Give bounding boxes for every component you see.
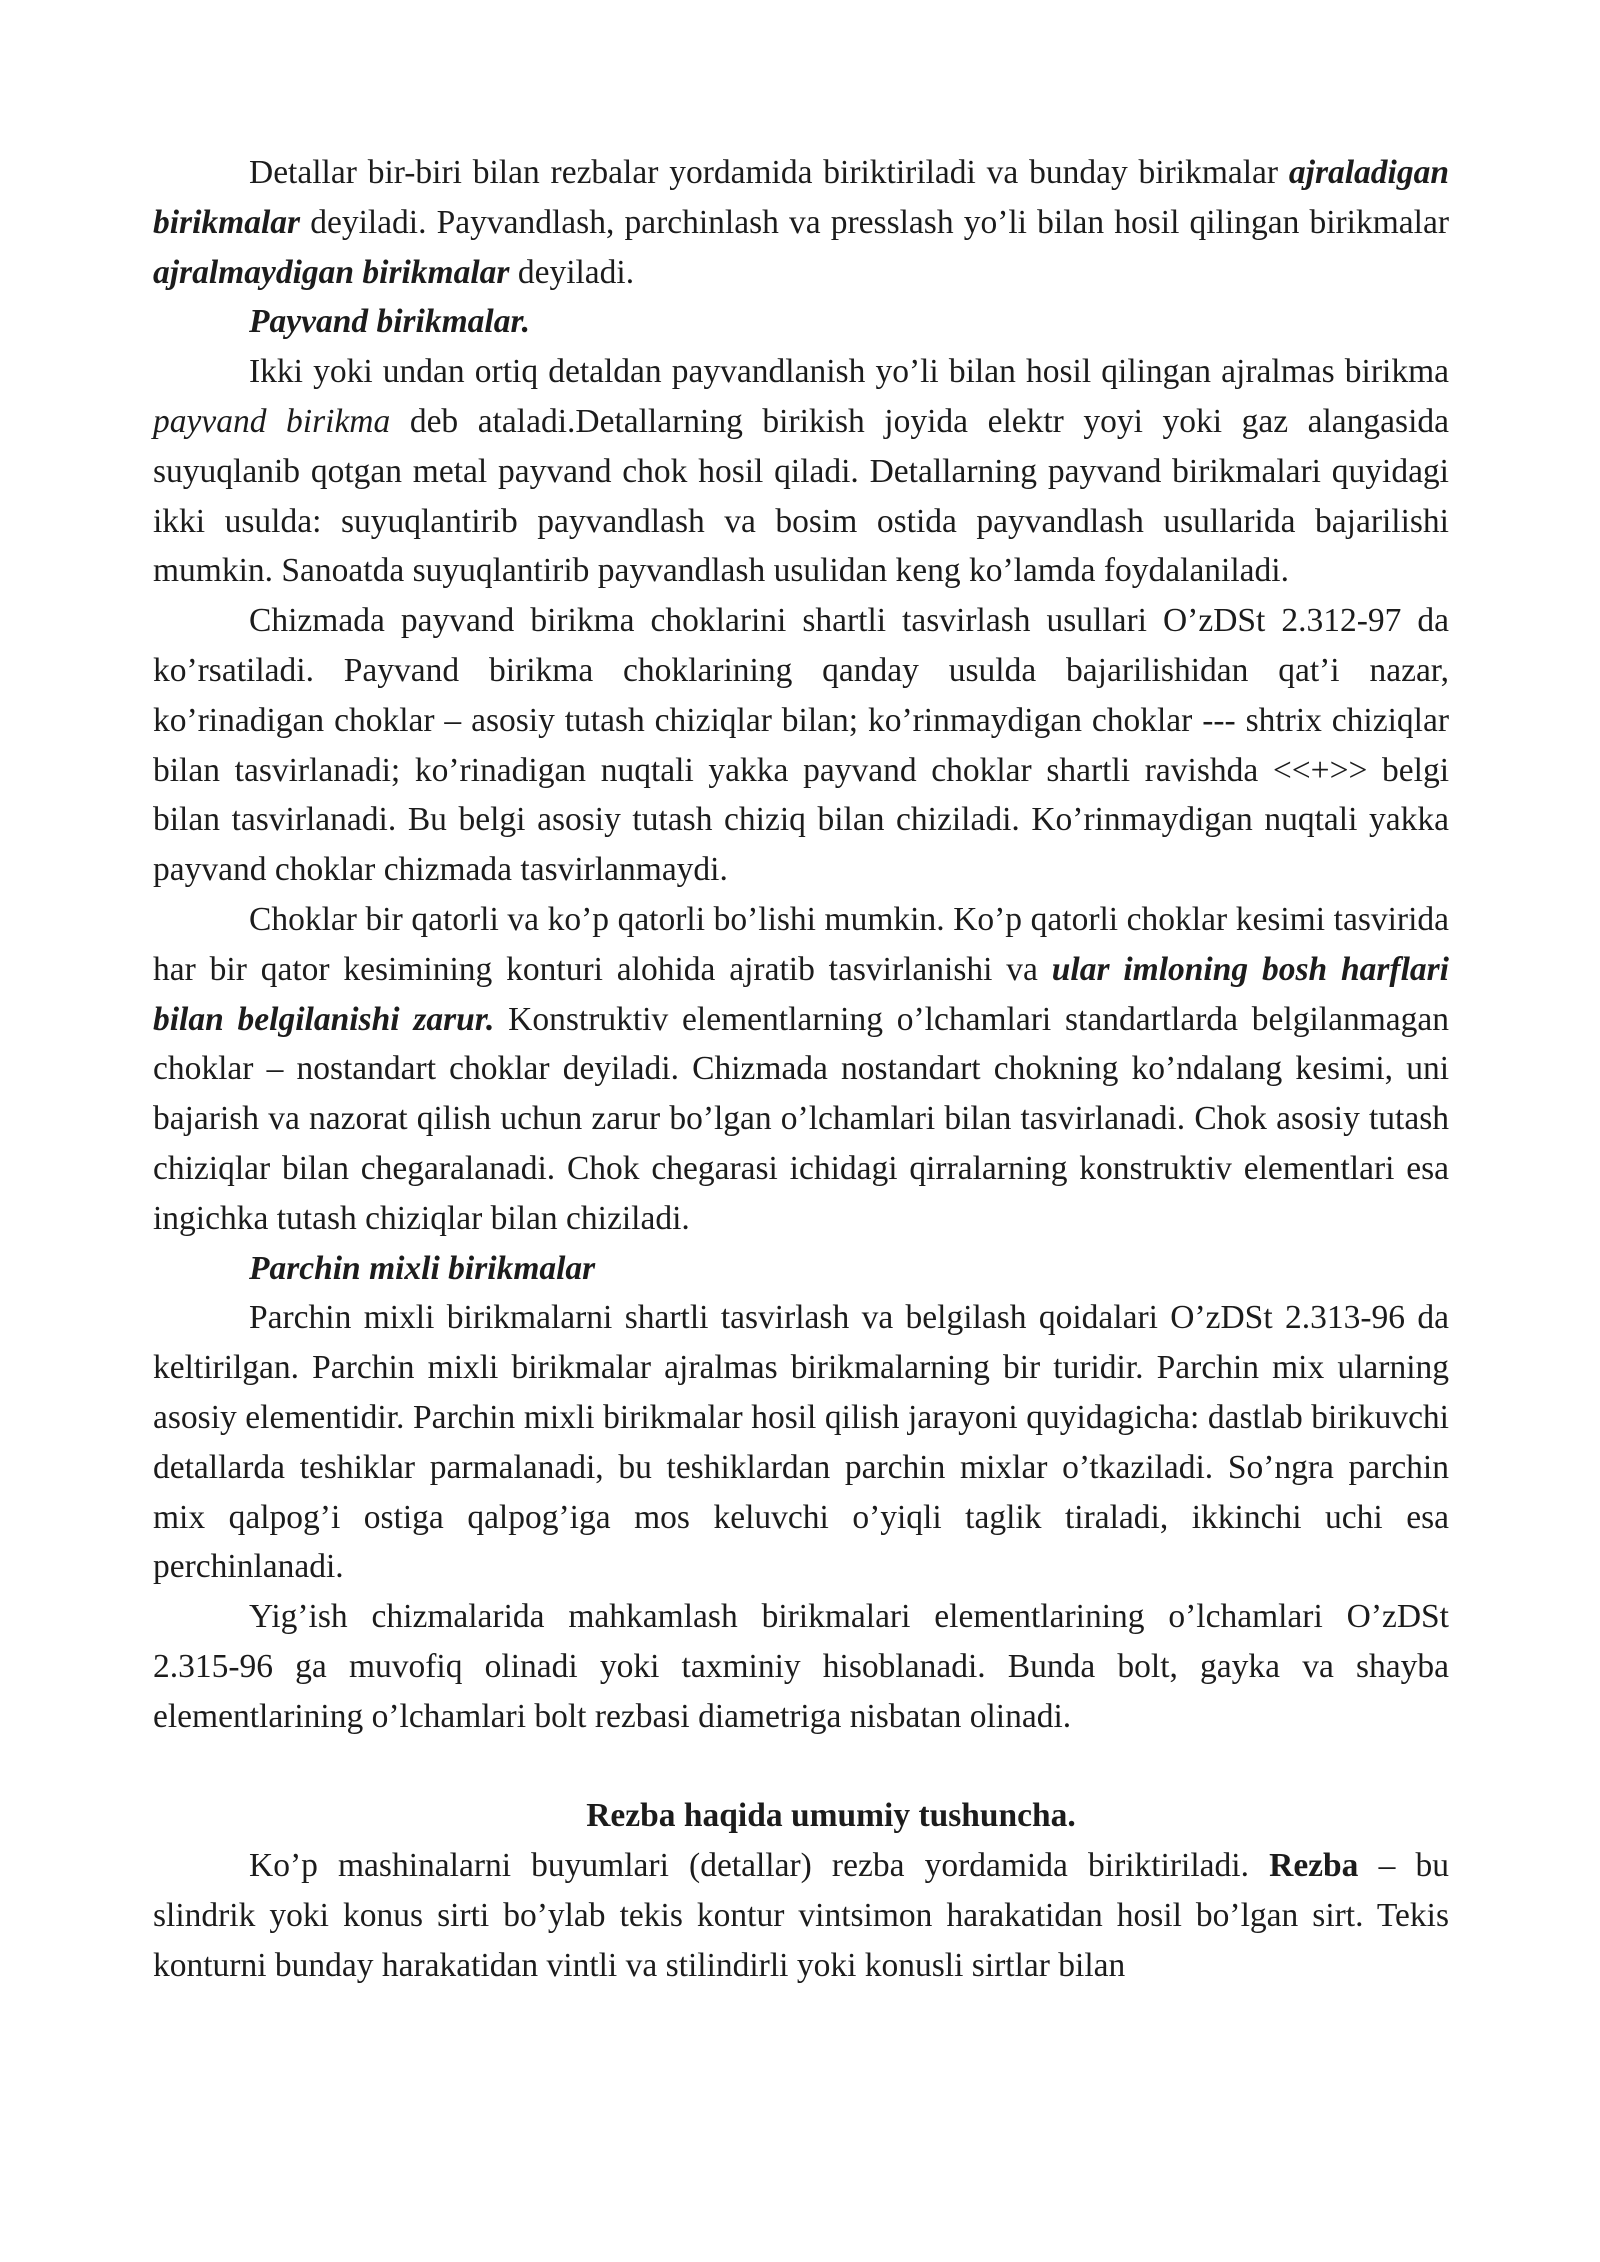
- paragraph-riveted-joints: Parchin mixli birikmalarni shartli tasvirlash va belgilash qoidalari O’zDSt 2.313-96 da keltirilgan. Parchin mixli birikmalar ajralmas birikmalarning bir turidir. Parchin mix ularning asosiy elementidir. Parchin mixli birikmalar hosil qilish jarayoni quyidagicha: dastlab birikuvchi detallarda teshiklar parmalanadi, bu teshiklardan parchin mixlar o’tkaziladi. So’ngra parchin mix qalpog’i ostiga qalpog’iga mos keluvchi o’yiqli taglik tiraladi, ikkinchi uchi esa perchinlanadi.: [153, 1299, 1449, 1586]
- text: Ikki yoki undan ortiq detaldan payvandlanish yo’li bilan hosil qilingan ajralmas birikma: [249, 353, 1449, 391]
- text: Detallar bir-biri bilan rezbalar yordamida biriktiriladi va bunday birikmalar: [249, 154, 1289, 191]
- emphasis-capital-letters: ular imloning bosh harflari bilan belgilanishi zarur.: [153, 950, 1449, 1038]
- heading-riveted-joints: Parchin mixli birikmalar: [249, 1249, 596, 1287]
- text: deyiladi. Payvandlash, parchinlash va presslash yo’li bilan hosil qilingan birikmalar: [300, 203, 1449, 241]
- text: Choklar bir qatorli va ko’p qatorli bo’lishi mumkin. Ko’p qatorli choklar kesimi tasvirida har bir qator kesimining konturi alohida ajratib tasvirlanishi va: [153, 900, 1449, 988]
- term-detachable-joints: ajraladigan birikmalar: [153, 154, 1449, 241]
- term-non-detachable-joints: ajralmaydigan birikmalar: [153, 253, 510, 291]
- text: – bu slindrik yoki konus sirti bo’ylab tekis kontur vintsimon harakatidan hosil bo’lgan sirt. Tekis konturni bunday harakatidan vintli va stilindirli yoki konusli sirtlar bilan: [153, 1847, 1449, 1984]
- term-thread: Rezba: [1269, 1847, 1359, 1885]
- document-page: [153, 148, 1449, 1990]
- paragraph-detachable-joints: [153, 148, 1449, 297]
- heading-welded-joints: Payvand birikmalar.: [249, 303, 531, 341]
- spacer: [153, 1742, 1449, 1792]
- term-welded-joint: payvand birikma: [153, 402, 391, 440]
- paragraph-weld-seam-representation: Chizmada payvand birikma choklarini shartli tasvirlash usullari O’zDSt 2.312-97 da ko’rsatiladi. Payvand birikma choklarining qanday usulda bajarilishidan qat’i nazar, ko’rinadigan choklar – asosiy tutash chiziqlar bilan; ko’rinmaydigan choklar --- shtrix chiziqlar bilan tasvirlanadi; ko’rinadigan nuqtali yakka payvand choklar shartli ravishda <<+>> belgi bilan tasvirlanadi. Bu belgi asosiy tutash chiziq bilan chiziladi. Ko’rinmaydigan nuqtali yakka payvand choklar chizmada tasvirlanmaydi.: [153, 602, 1449, 889]
- paragraph-welded-joints-definition: [153, 347, 1449, 596]
- text: deb ataladi.Detallarning birikish joyida elektr yoyi yoki gaz alangasida suyuqlanib qotgan metal payvand chok hosil qiladi. Detallarning payvand birikmalari quyidagi ikki usulda: suyuqlantirib payvandlash va bosim ostida payvandlash usullarida bajarilishi mumkin. Sanoatda suyuqlantirib payvandlash usulidan keng ko’lamda foydalaniladi.: [153, 402, 1450, 590]
- paragraph-assembly-drawings: Yig’ish chizmalarida mahkamlash birikmalari elementlarining o’lchamlari O’zDSt 2.315-96 ga muvofiq olinadi yoki taxminiy hisoblanadi. Bunda bolt, gayka va shayba elementlarining o’lchamlari bolt rezbasi diametriga nisbatan olinadi.: [153, 1598, 1449, 1735]
- text: deyiladi.: [509, 253, 635, 291]
- text: Konstruktiv elementlarning o’lchamlari standartlarda belgilanmagan choklar – nostandart choklar deyiladi. Chizmada nostandart chokning ko’ndalang kesimi, uni bajarish va nazorat qilish uchun zarur bo’lgan o’lchamlari bilan tasvirlanadi. Chok asosiy tutash chiziqlar bilan chegaralanadi. Chok chegarasi ichidagi qirralarning konstruktiv elementlari esa ingichka tutash chiziqlar bilan chiziladi.: [153, 1000, 1449, 1237]
- paragraph-thread-definition: [153, 1841, 1449, 1990]
- text: Ko’p mashinalarni buyumlari (detallar) rezba yordamida biriktiriladi.: [249, 1847, 1270, 1885]
- paragraph-seam-rows: [153, 895, 1449, 1244]
- heading-thread-general-concept: Rezba haqida umumiy tushuncha.: [586, 1797, 1076, 1835]
